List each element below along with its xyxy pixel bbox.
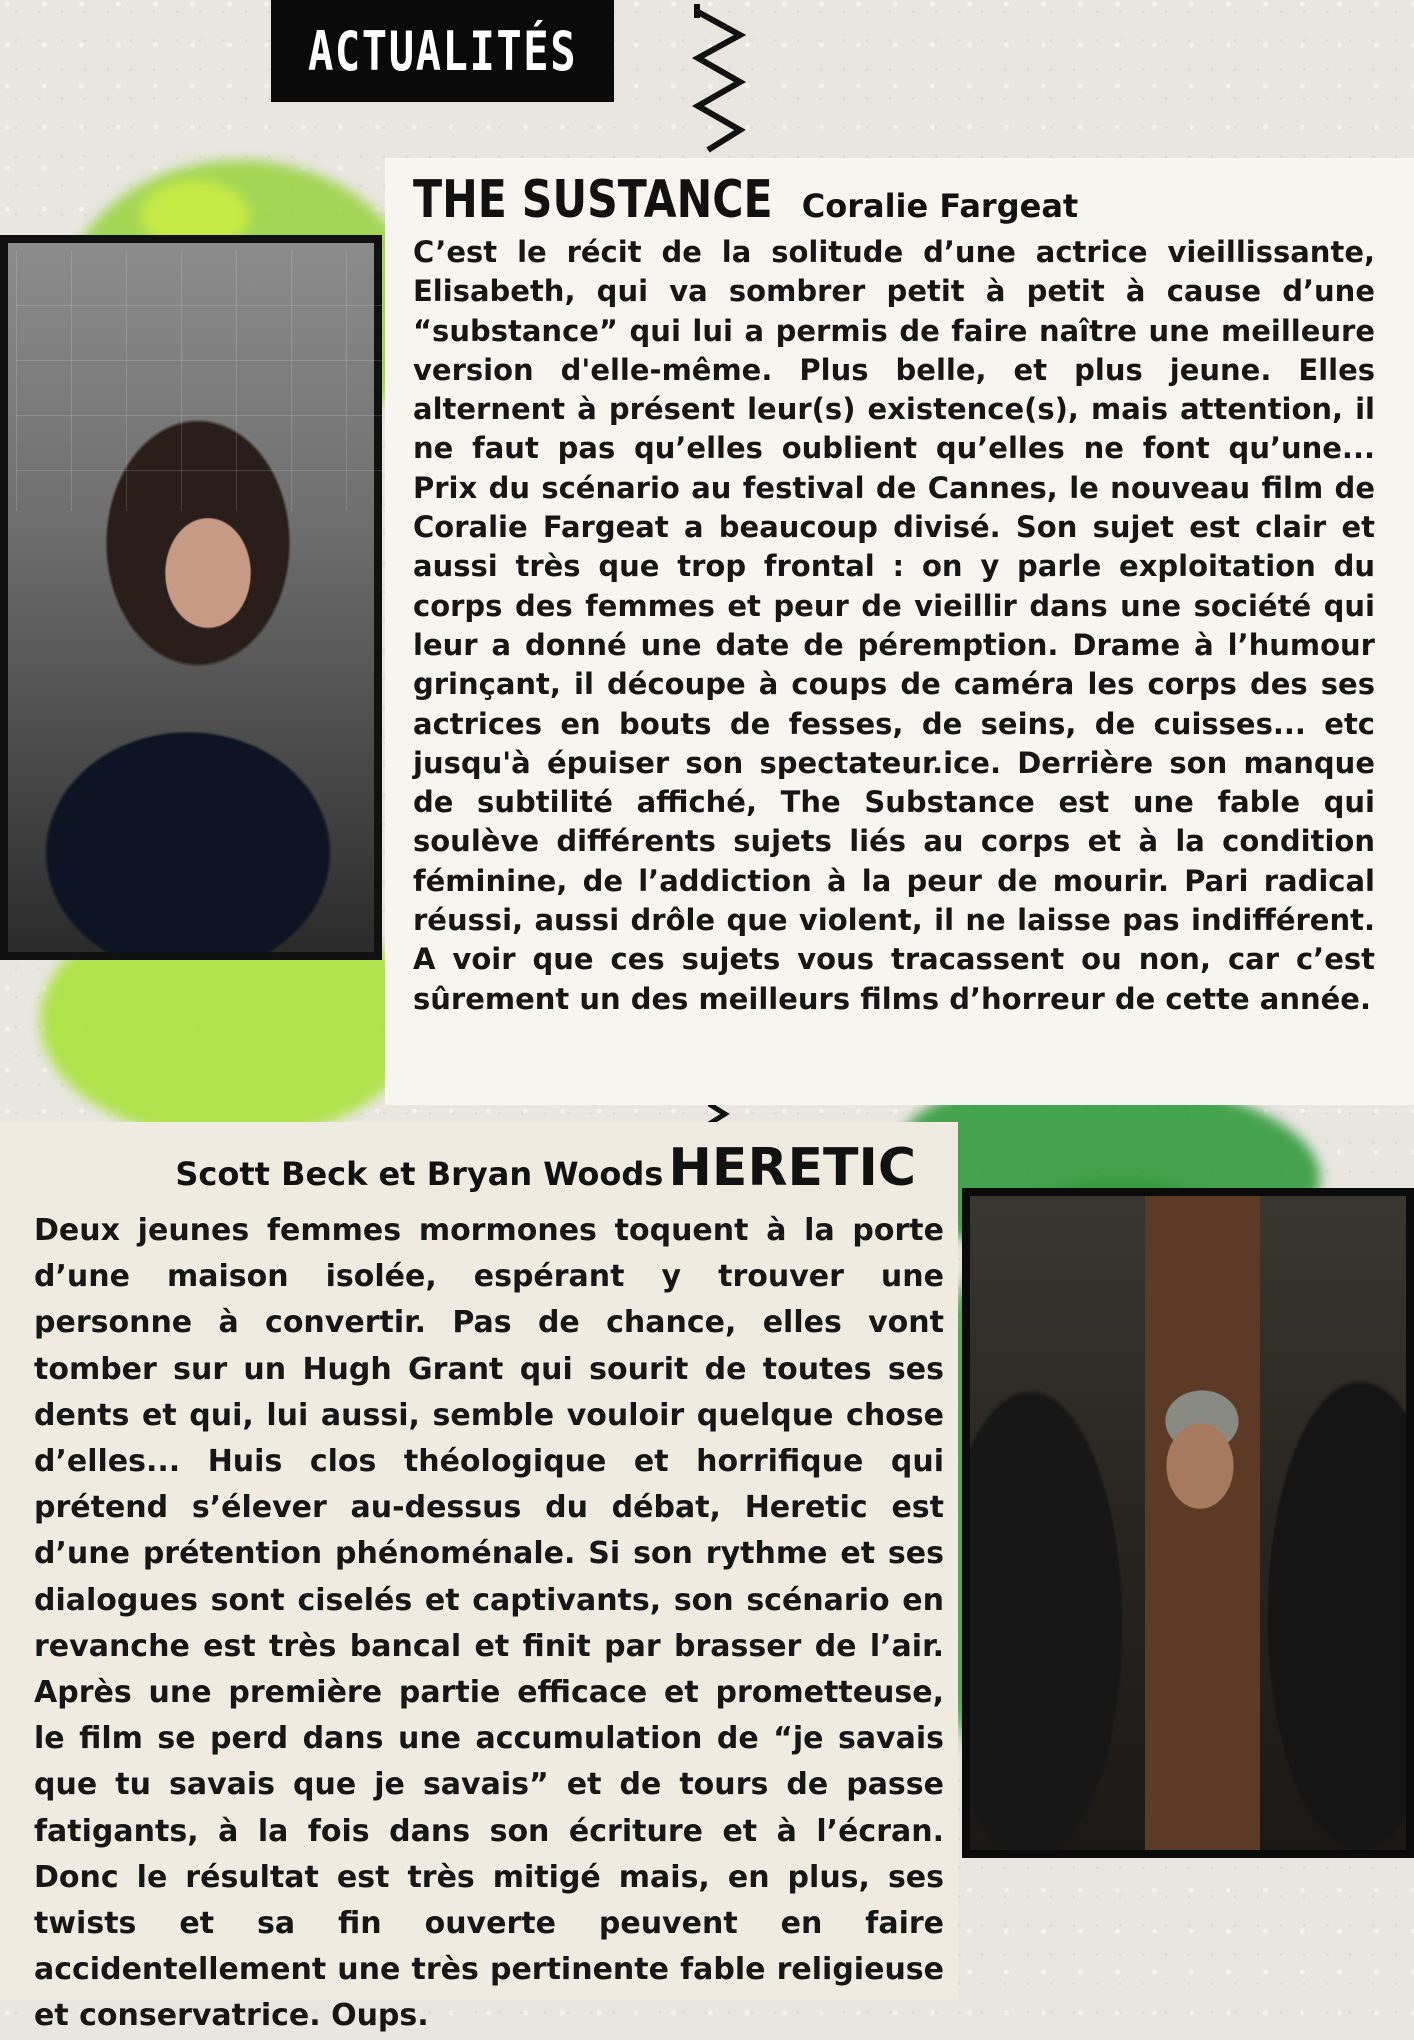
article-heading (175, 1138, 916, 1198)
film-title: THE SUSTANCE (413, 170, 773, 230)
article-body: C’est le récit de la solitude d’une actrice vieillissante, Elisabeth, qui va sombrer petit à petit à cause d’une “substance” qui lui a permis de faire naître une meilleure version d'elle-même. Plus belle, et plus jeune. Elles alternent à présent leur(s) existence(s), mais attention, il ne faut pas qu’elles oublient qu’elles ne font qu’une... Prix du scénario au festival de Cannes, le nouveau film de Coralie Fargeat a beaucoup divisé. Son sujet est clair et aussi très que trop frontal : on y parle exploitation du corps des femmes et peur de vieillir dans une société qui leur a donné une date de péremption. Drame à l’humour grinçant, il découpe à coups de caméra les corps des ses actrices en bouts de fesses, de seins, de cuisses... etc jusqu'à épuiser son spectateur.ice. Derrière son manque de subtilité affiché, The Substance est une fable qui soulève différents sujets liés au corps et à la condition féminine, de l’addiction à la peur de mourir. Pari radical réussi, aussi drôle que violent, il ne laisse pas indifférent. A voir que ces sujets vous tracassent ou non, car c’est sûrement un des meilleurs films d’horreur de cette année. (413, 235, 1375, 1016)
article-card-heretic (0, 1122, 958, 2034)
heretic-still-photo (962, 1188, 1414, 1858)
film-director: Scott Beck et Bryan Woods (175, 1155, 664, 1193)
film-director: Coralie Fargeat (801, 187, 1079, 225)
zigzag-decoration-icon (690, 0, 760, 160)
section-header (271, 0, 614, 102)
film-title: HERETIC (668, 1138, 916, 1198)
article-body: Deux jeunes femmes mormones toquent à la porte d’une maison isolée, espérant y trouver une personne à convertir. Pas de chance, elles vont tomber sur un Hugh Grant qui sourit de toutes ses dents et qui, lui aussi, semble vouloir quelque chose d’elles... Huis clos théologique et horrifique qui prétend s’élever au-dessus du débat, Heretic est d’une prétention phénoménale. Si son rythme et ses dialogues sont ciselés et captivants, son scénario en revanche est très bancal et finit par brasser de l’air. Après une première partie efficace et prometteuse, le film se perd dans une accumulation de “je savais que tu savais que je savais” et de tours de passe fatigants, à la fois dans son écriture et à l’écran. Donc le résultat est très mitigé mais, en plus, ses twists et sa fin ouverte peuvent en faire accidentellement une très pertinente fable religieuse et conservatrice. Oups. (34, 1213, 944, 2034)
the-substance-still-photo (0, 235, 382, 960)
section-title: ACTUALITÉS (307, 19, 578, 83)
article-card-the-substance (385, 158, 1414, 1105)
article-heading (413, 170, 1078, 230)
